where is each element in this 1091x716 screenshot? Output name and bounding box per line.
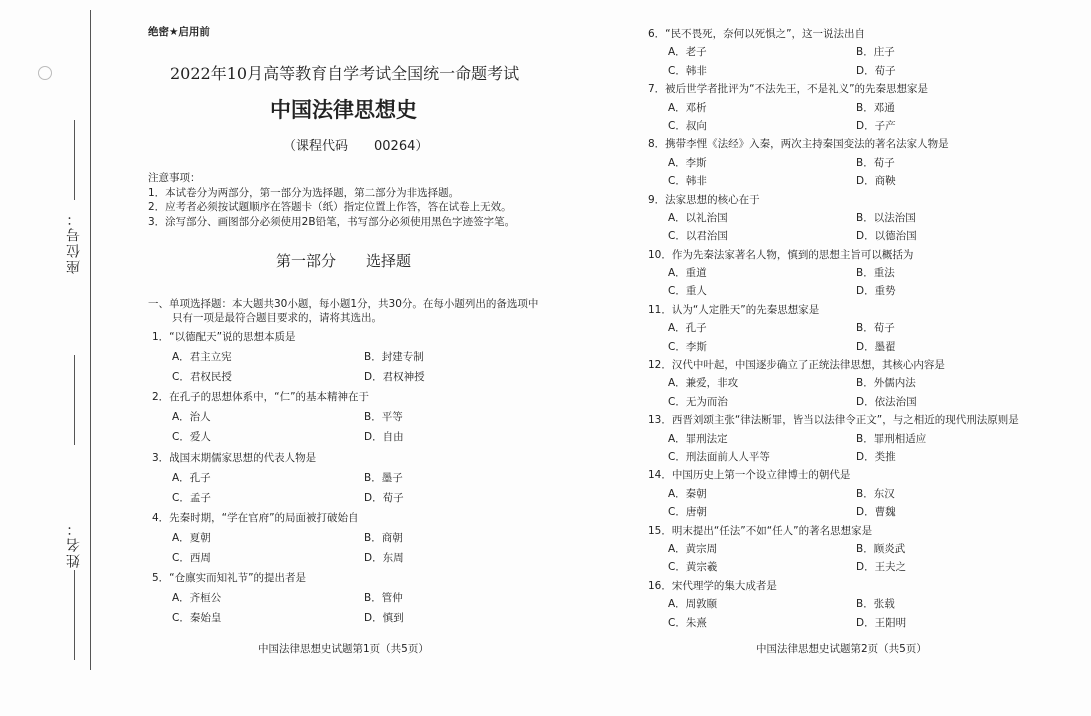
options-row [152, 347, 572, 367]
question-row [152, 508, 572, 528]
question-row [648, 191, 1068, 209]
options-row [152, 548, 572, 568]
option-c: C．黄宗羲 [668, 561, 718, 574]
option-c: C．朱熹 [668, 616, 707, 629]
question-row [152, 568, 572, 588]
option-d: D．墨翟 [856, 340, 896, 353]
divider-line [74, 355, 75, 445]
option-a: A．邓析 [668, 101, 707, 114]
question-text: 7．被后世学者批评为“不法先王，不是礼义”的先秦思想家是 [648, 83, 929, 96]
question-text: 10．作为先秦法家著名人物，慎到的思想主旨可以概括为 [648, 248, 914, 261]
options-row [152, 407, 572, 427]
option-b: B．张载 [856, 598, 895, 611]
option-d: D．曹魏 [856, 506, 896, 519]
option-b: B．荀子 [856, 322, 895, 335]
left-questions [152, 327, 572, 628]
option-a: A．孔子 [668, 322, 707, 335]
options-row [648, 448, 1068, 466]
option-b: B．罪刑相适应 [856, 432, 927, 445]
options-row [648, 264, 1068, 282]
option-d: D．君权神授 [364, 371, 425, 384]
option-d: D．王阳明 [856, 616, 907, 629]
footer-left: 中国法律思想史试题第1页（共5页） [258, 643, 429, 655]
option-a: A．君主立宪 [172, 351, 232, 364]
question-row [648, 80, 1068, 98]
option-c: C．无为而治 [668, 395, 728, 408]
option-c: C．君权民授 [172, 371, 232, 384]
option-a: A．以礼治国 [668, 211, 728, 224]
question-text: 14．中国历史上第一个设立律博士的朝代是 [648, 469, 851, 482]
question-row [648, 577, 1068, 595]
question-text: 15．明末提出“任法”不如“任人”的著名思想家是 [648, 524, 873, 537]
question-text: 6．“民不畏死，奈何以死惧之”，这一说法出自 [648, 28, 866, 40]
options-row [152, 488, 572, 508]
option-a: A．兼爱，非攻 [668, 377, 739, 390]
option-c: C．爱人 [172, 431, 211, 444]
options-row [648, 558, 1068, 576]
option-b: B．墨子 [364, 471, 403, 484]
options-row [648, 227, 1068, 245]
question-row [648, 522, 1068, 540]
options-row [152, 608, 572, 628]
option-d: D．荀子 [364, 491, 404, 504]
option-b: B．庄子 [856, 46, 895, 59]
option-d: D．慎到 [364, 612, 404, 625]
option-c: C．孟子 [172, 491, 211, 504]
options-row [648, 338, 1068, 356]
options-row [648, 43, 1068, 61]
question-text: 3．战国末期儒家思想的代表人物是 [152, 451, 317, 464]
option-c: C．韩非 [668, 64, 707, 77]
options-row [648, 154, 1068, 172]
option-b: B．邓通 [856, 101, 895, 114]
option-b: B．平等 [364, 411, 403, 424]
option-d: D．商鞅 [856, 175, 896, 188]
options-row [648, 209, 1068, 227]
binding-line [90, 10, 91, 670]
note-item: 2．应考者必须按试题顺序在答题卡（纸）指定位置上作答，答在试卷上无效。 [148, 201, 512, 213]
right-questions [648, 25, 1068, 632]
option-d: D．依法治国 [856, 395, 917, 408]
option-d: D．子产 [856, 119, 896, 132]
options-row [648, 540, 1068, 558]
option-d: D．王夫之 [856, 561, 907, 574]
section-line: 只有一项是最符合题目要求的，请将其选出。 [172, 312, 382, 324]
options-row [152, 528, 572, 548]
footer-right: 中国法律思想史试题第2页（共5页） [756, 643, 927, 655]
option-a: A．孔子 [172, 471, 211, 484]
option-c: C．韩非 [668, 175, 707, 188]
option-a: A．齐桓公 [172, 592, 222, 605]
question-text: 4．先秦时期，“学在官府”的局面被打破始自 [152, 511, 359, 524]
options-row [648, 172, 1068, 190]
option-c: C．李斯 [668, 340, 707, 353]
option-d: D．重势 [856, 285, 896, 298]
option-c: C．以君治国 [668, 230, 728, 243]
options-row [648, 485, 1068, 503]
question-text: 5．“仓廪实而知礼节”的提出者是 [152, 572, 307, 585]
options-row [648, 319, 1068, 337]
note-item: 1．本试卷分为两部分，第一部分为选择题，第二部分为非选择题。 [148, 186, 460, 199]
question-row [152, 448, 572, 468]
question-row [648, 466, 1068, 484]
option-b: B．荀子 [856, 156, 895, 169]
question-row [152, 387, 572, 407]
option-a: A．重道 [668, 267, 707, 280]
option-a: A．李斯 [668, 156, 707, 169]
option-d: D．荀子 [856, 64, 896, 77]
options-row [648, 614, 1068, 632]
options-row [648, 117, 1068, 135]
options-row [152, 367, 572, 387]
options-row [152, 468, 572, 488]
question-row [648, 135, 1068, 153]
question-row [152, 327, 572, 347]
option-a: A．秦朝 [668, 487, 707, 500]
question-text: 8．携带李悝《法经》入秦，两次主持秦国变法的著名法家人物是 [648, 138, 949, 151]
options-row [648, 99, 1068, 117]
subject-title: 中国法律思想史 [270, 98, 417, 122]
options-row [648, 503, 1068, 521]
option-a: A．夏朝 [172, 531, 211, 544]
option-d: D．以德治国 [856, 230, 917, 243]
option-b: B．东汉 [856, 487, 895, 500]
question-text: 12．汉代中叶起，中国逐步确立了正统法律思想，其核心内容是 [648, 359, 945, 372]
option-a: A．黄宗周 [668, 542, 718, 555]
name-label: 姓名： [66, 520, 82, 568]
options-row [648, 282, 1068, 300]
question-row [648, 411, 1068, 429]
options-row [648, 62, 1068, 80]
options-row [152, 427, 572, 447]
question-text: 1．“以德配天”说的思想本质是 [152, 331, 296, 343]
option-b: B．顾炎武 [856, 542, 906, 555]
notes-title: 注意事项： [148, 172, 201, 184]
option-a: A．老子 [668, 46, 707, 59]
option-d: D．东周 [364, 552, 404, 565]
option-c: C．唐朝 [668, 506, 707, 519]
option-c: C．叔向 [668, 119, 707, 132]
question-text: 11．认为“人定胜天”的先秦思想家是 [648, 303, 820, 316]
notes [148, 171, 515, 229]
note-item: 3．涂写部分、画图部分必须使用2B铅笔，书写部分必须使用黑色字迹签字笔。 [148, 215, 516, 228]
question-row [648, 246, 1068, 264]
option-a: A．治人 [172, 411, 211, 424]
option-c: C．西周 [172, 552, 211, 565]
course-code: （课程代码 00264） [283, 139, 429, 154]
options-row [648, 595, 1068, 613]
section-line: 一、单项选择题：本大题共30小题，每小题1分，共30分。在每小题列出的备选项中 [148, 298, 539, 310]
question-text: 13．西晋刘颂主张“律法断罪，皆当以法律令正文”，与之相近的现代刑法原则是 [648, 414, 1019, 427]
option-a: A．周敦颐 [668, 598, 718, 611]
options-row [648, 374, 1068, 392]
seat-label: 座位号： [66, 210, 82, 274]
option-d: D．自由 [364, 431, 404, 444]
option-d: D．类推 [856, 450, 896, 463]
question-row [648, 25, 1068, 43]
part-title: 第一部分 选择题 [276, 252, 412, 270]
option-b: B．管仲 [364, 592, 403, 605]
option-c: C．秦始皇 [172, 612, 222, 625]
secret-label: 绝密★启用前 [148, 26, 210, 38]
option-a: A．罪刑法定 [668, 432, 728, 445]
option-b: B．重法 [856, 267, 895, 280]
option-c: C．重人 [668, 285, 707, 298]
name-line [74, 570, 75, 660]
options-row [648, 430, 1068, 448]
question-row [648, 356, 1068, 374]
question-text: 9．法家思想的核心在于 [648, 193, 760, 206]
seat-line [74, 120, 75, 200]
question-text: 16．宋代理学的集大成者是 [648, 579, 777, 592]
question-text: 2．在孔子的思想体系中，“仁”的基本精神在于 [152, 391, 370, 404]
section-instructions [148, 297, 538, 325]
exam-title: 2022年10月高等教育自学考试全国统一命题考试 [170, 64, 520, 83]
question-row [648, 301, 1068, 319]
options-row [648, 393, 1068, 411]
option-b: B．封建专制 [364, 351, 424, 364]
option-b: B．商朝 [364, 531, 403, 544]
option-b: B．以法治国 [856, 211, 916, 224]
option-c: C．刑法面前人人平等 [668, 450, 770, 463]
option-b: B．外儒内法 [856, 377, 916, 390]
punch-hole [38, 66, 52, 80]
options-row [152, 588, 572, 608]
